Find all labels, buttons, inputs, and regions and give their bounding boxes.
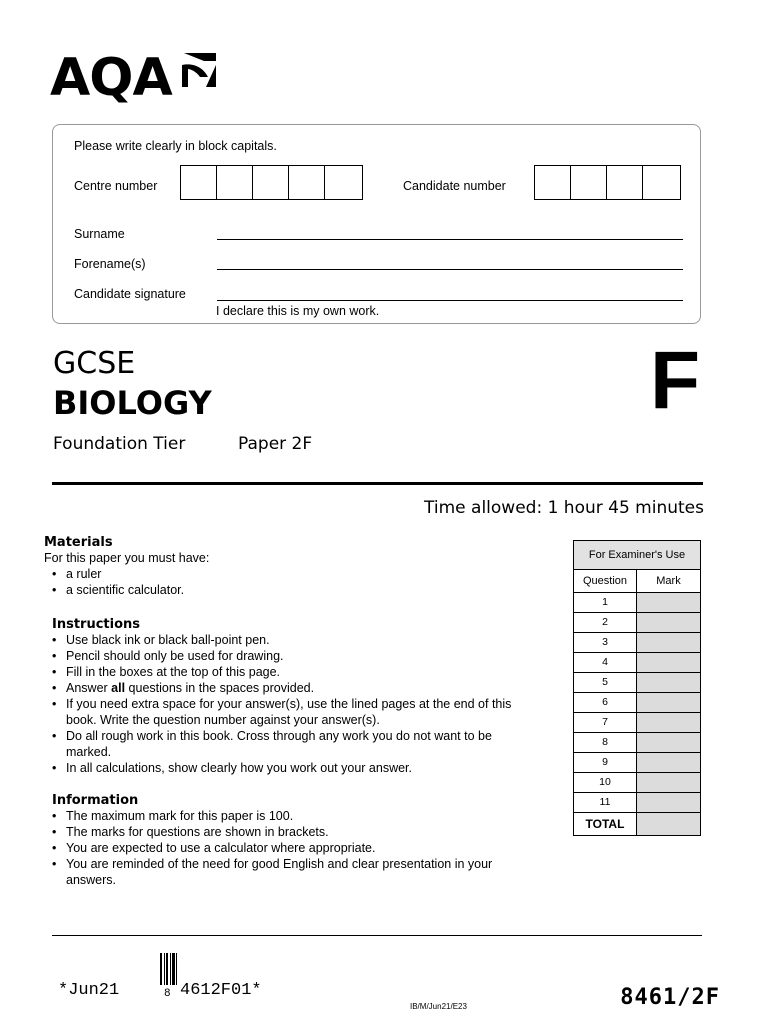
examiner-table-row xyxy=(574,653,700,673)
question-number: 5 xyxy=(574,673,637,692)
question-number: 9 xyxy=(574,753,637,772)
instructions-item-text: Answer xyxy=(66,681,112,695)
subject-title: BIOLOGY xyxy=(53,384,212,422)
total-mark-cell[interactable] xyxy=(637,813,700,835)
mark-cell[interactable] xyxy=(637,653,700,672)
total-label: TOTAL xyxy=(574,813,637,835)
mark-column-header: Mark xyxy=(656,575,681,587)
aqa-logo-mark-icon xyxy=(180,53,216,87)
examiner-table-row xyxy=(574,693,700,713)
examiner-total-row xyxy=(574,813,700,835)
candidate-number-field[interactable] xyxy=(534,165,681,200)
question-number: 8 xyxy=(574,733,637,752)
instructions-item: • If you need extra space for your answer(s), use the lined pages at the end of this book. Write the question number against your answer(s). xyxy=(44,696,539,728)
instructions-item-text: questions in the spaces provided. xyxy=(125,681,315,695)
document-reference: IB/M/Jun21/E23 xyxy=(410,1002,467,1011)
mark-cell[interactable] xyxy=(637,693,700,712)
examiner-table-row xyxy=(574,773,700,793)
instructions-section xyxy=(44,617,539,776)
question-number: 4 xyxy=(574,653,637,672)
footer-divider xyxy=(52,935,702,936)
instructions-item: • Pencil should only be used for drawing. xyxy=(44,648,539,664)
information-list xyxy=(44,808,539,888)
candidate-number-label: Candidate number xyxy=(403,179,506,193)
information-section xyxy=(44,793,539,888)
paper-label: Paper 2F xyxy=(238,434,313,454)
materials-item: • a ruler xyxy=(44,566,544,582)
mark-cell[interactable] xyxy=(637,793,700,812)
signature-field[interactable] xyxy=(217,300,683,301)
barcode-text-small: 8 xyxy=(164,988,171,1000)
aqa-logo: AQA xyxy=(50,48,172,108)
instructions-item: • Fill in the boxes at the top of this page. xyxy=(44,664,539,680)
centre-number-digit-box[interactable] xyxy=(217,166,253,199)
declaration-text: I declare this is my own work. xyxy=(216,304,380,318)
barcode-icon xyxy=(160,953,178,985)
examiner-table-row xyxy=(574,733,700,753)
signature-label: Candidate signature xyxy=(74,287,186,301)
centre-number-digit-box[interactable] xyxy=(181,166,217,199)
surname-label: Surname xyxy=(74,227,125,241)
mark-cell[interactable] xyxy=(637,713,700,732)
question-number: 10 xyxy=(574,773,637,792)
information-item: • The maximum mark for this paper is 100. xyxy=(44,808,539,824)
materials-heading: Materials xyxy=(44,535,113,550)
instructions-item: • Do all rough work in this book. Cross through any work you do not want to be marked. xyxy=(44,728,539,760)
qualification-level: GCSE xyxy=(53,346,136,381)
instructions-item: • In all calculations, show clearly how you work out your answer. xyxy=(44,760,539,776)
centre-number-field[interactable] xyxy=(180,165,363,200)
examiner-table-row xyxy=(574,713,700,733)
examiner-table-row xyxy=(574,633,700,653)
instructions-heading: Instructions xyxy=(52,617,141,632)
information-item: • You are reminded of the need for good English and clear presentation in your answers. xyxy=(44,856,539,888)
examiner-table-row xyxy=(574,613,700,633)
instructions-item: • Use black ink or black ball-point pen. xyxy=(44,632,539,648)
centre-number-digit-box[interactable] xyxy=(289,166,325,199)
examiner-table-row xyxy=(574,673,700,693)
information-item: • You are expected to use a calculator where appropriate. xyxy=(44,840,539,856)
divider-thick xyxy=(52,482,703,485)
surname-field[interactable] xyxy=(217,239,683,240)
materials-section xyxy=(44,535,544,598)
examiner-table-row xyxy=(574,593,700,613)
question-number: 7 xyxy=(574,713,637,732)
mark-cell[interactable] xyxy=(637,613,700,632)
forename-field[interactable] xyxy=(217,269,683,270)
mark-cell[interactable] xyxy=(637,773,700,792)
candidate-number-digit-box[interactable] xyxy=(535,166,571,199)
paper-code: 8461/2F xyxy=(620,985,720,1010)
examiner-table-row xyxy=(574,753,700,773)
question-number: 3 xyxy=(574,633,637,652)
instructions-item-emphasis: all xyxy=(111,681,126,695)
block-capitals-instruction: Please write clearly in block capitals. xyxy=(74,139,277,153)
information-heading: Information xyxy=(52,793,139,808)
question-number: 11 xyxy=(574,793,637,812)
candidate-number-digit-box[interactable] xyxy=(607,166,643,199)
examiner-use-table xyxy=(573,540,701,836)
examiner-table-row xyxy=(574,793,700,813)
mark-cell[interactable] xyxy=(637,593,700,612)
examiner-table-title: For Examiner's Use xyxy=(574,541,700,570)
time-allowed: Time allowed: 1 hour 45 minutes xyxy=(424,498,704,518)
barcode-text-left: *Jun21 xyxy=(58,981,120,1000)
centre-number-digit-box[interactable] xyxy=(253,166,289,199)
instructions-item xyxy=(44,680,539,696)
question-number: 2 xyxy=(574,613,637,632)
examiner-table-header xyxy=(574,570,700,593)
materials-item: • a scientific calculator. xyxy=(44,582,544,598)
candidate-number-digit-box[interactable] xyxy=(643,166,679,199)
question-number: 1 xyxy=(574,593,637,612)
mark-cell[interactable] xyxy=(637,633,700,652)
tier-label: Foundation Tier xyxy=(53,434,186,454)
mark-cell[interactable] xyxy=(637,673,700,692)
materials-list xyxy=(44,566,544,598)
mark-cell[interactable] xyxy=(637,733,700,752)
forename-label: Forename(s) xyxy=(74,257,146,271)
question-column-header: Question xyxy=(574,570,637,592)
centre-number-digit-box[interactable] xyxy=(325,166,361,199)
materials-intro: For this paper you must have: xyxy=(44,551,210,565)
instructions-list xyxy=(44,632,539,776)
candidate-number-digit-box[interactable] xyxy=(571,166,607,199)
question-number: 6 xyxy=(574,693,637,712)
centre-number-label: Centre number xyxy=(74,179,158,193)
information-item: • The marks for questions are shown in brackets. xyxy=(44,824,539,840)
tier-letter: F xyxy=(650,335,701,426)
barcode-text-right: 4612F01* xyxy=(180,981,262,1000)
mark-cell[interactable] xyxy=(637,753,700,772)
